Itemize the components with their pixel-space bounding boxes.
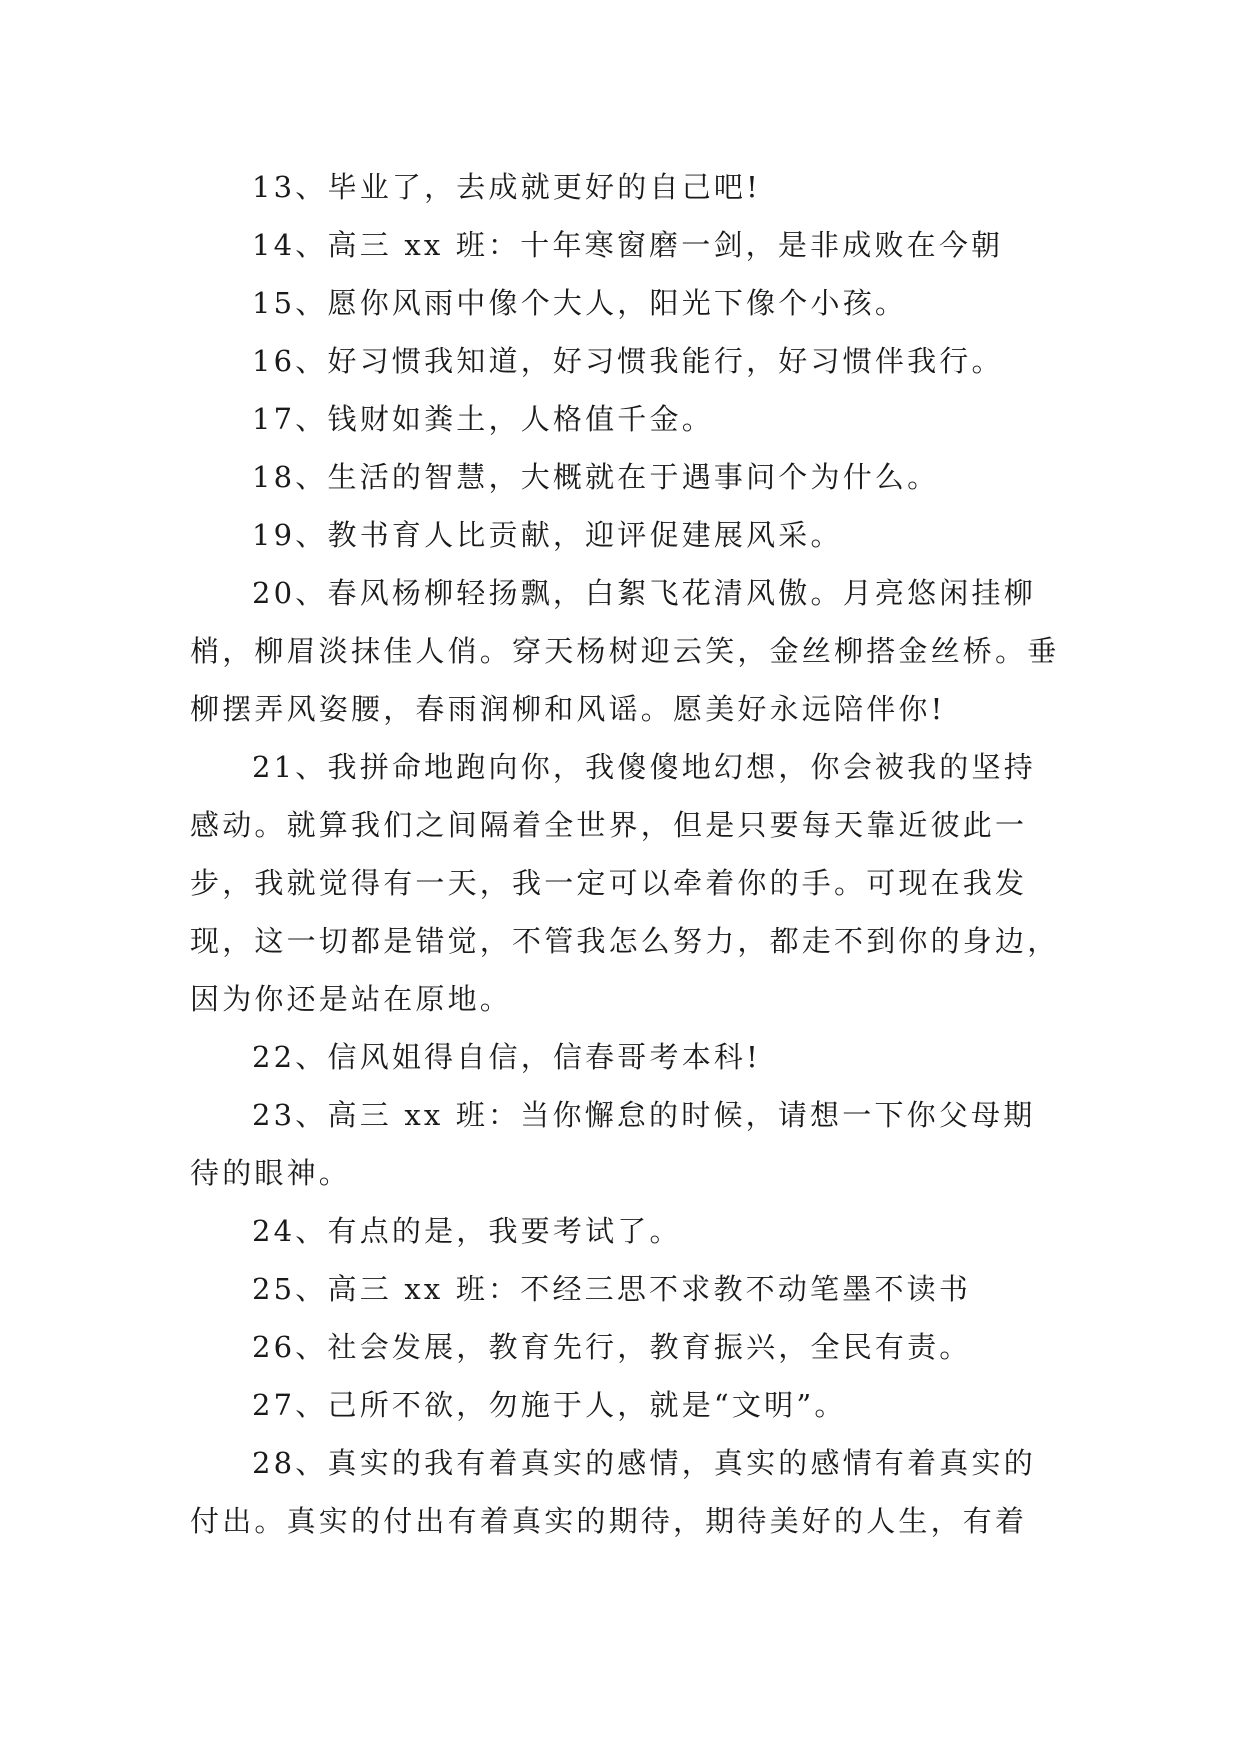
paragraph-17: 17、钱财如粪土，人格值千金。: [252, 402, 714, 436]
paragraph-13: 13、毕业了，去成就更好的自己吧!: [252, 170, 761, 204]
paragraph-22: 22、信风姐得自信，信春哥考本科!: [252, 1040, 761, 1074]
paragraph-20: 20、春风杨柳轻扬飘，白絮飞花清风傲。月亮悠闲挂柳梢，柳眉淡抹佳人俏。穿天杨树迎云笑，金丝柳搭金丝桥。垂柳摆弄风姿腰，春雨润柳和风谣。愿美好永远陪伴你!: [190, 576, 1060, 726]
paragraph-15: 15、愿你风雨中像个大人，阳光下像个小孩。: [252, 286, 908, 320]
paragraph-26: 26、社会发展，教育先行，教育振兴，全民有责。: [252, 1330, 972, 1364]
paragraph-28: 28、真实的我有着真实的感情，真实的感情有着真实的付出。真实的付出有着真实的期待，期待美好的人生，有着: [190, 1446, 1036, 1538]
paragraph-24: 24、有点的是，我要考试了。: [252, 1214, 682, 1248]
paragraph-21: 21、我拼命地跑向你，我傻傻地幻想，你会被我的坚持感动。就算我们之间隔着全世界，但是只要每天靠近彼此一步，我就觉得有一天，我一定可以牵着你的手。可现在我发现，这一切都是错觉，不管我怎么努力，都走不到你的身边，因为你还是站在原地。: [190, 750, 1060, 1016]
paragraph-16: 16、好习惯我知道，好习惯我能行，好习惯伴我行。: [252, 344, 1004, 378]
document-body: [190, 158, 1060, 1550]
paragraph-19: 19、教书育人比贡献，迎评促建展风采。: [252, 518, 843, 552]
paragraph-25: 25、高三 xx 班：不经三思不求教不动笔墨不读书: [252, 1272, 972, 1306]
paragraph-18: 18、生活的智慧，大概就在于遇事问个为什么。: [252, 460, 940, 494]
paragraph-27: 27、己所不欲，勿施于人，就是“文明”。: [252, 1388, 847, 1422]
paragraph-23: 23、高三 xx 班：当你懈怠的时候，请想一下你父母期待的眼神。: [190, 1098, 1036, 1190]
paragraph-14: 14、高三 xx 班：十年寒窗磨一剑，是非成败在今朝: [252, 228, 1004, 262]
